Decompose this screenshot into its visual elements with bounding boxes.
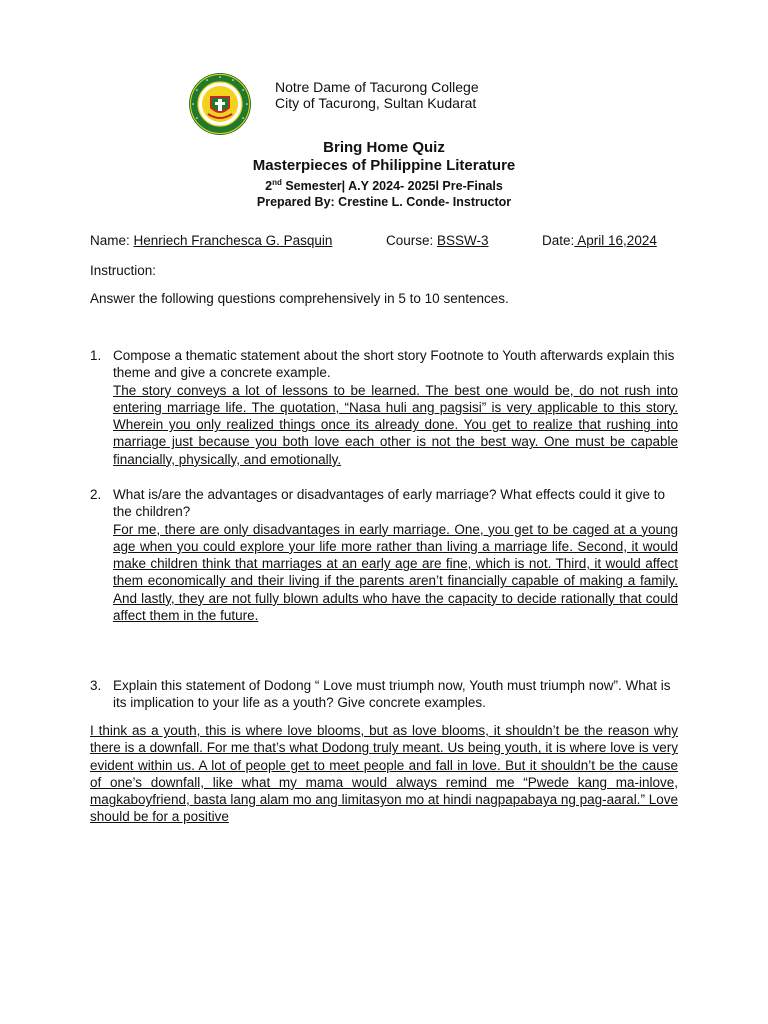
semester-suffix: nd	[272, 178, 282, 187]
quiz-title: Bring Home Quiz	[323, 139, 445, 156]
question-number: 3.	[90, 678, 102, 693]
question-3	[90, 677, 678, 712]
name-label: Name:	[90, 233, 134, 248]
school-location: City of Tacurong, Sultan Kudarat	[275, 95, 477, 111]
question-number: 1.	[90, 348, 102, 363]
prepared-by: Prepared By: Crestine L. Conde- Instructor	[256, 195, 512, 209]
question-text: Compose a thematic statement about the short story Footnote to Youth afterwards explain this theme and give a concrete example.	[113, 348, 675, 381]
quiz-titles	[0, 139, 768, 210]
school-seal-logo	[188, 72, 252, 136]
date-field	[542, 233, 657, 248]
course-label: Course:	[386, 233, 438, 248]
name-value: Henriech Franchesca G. Pasquin	[133, 233, 333, 248]
semester-text: Semester| A.Y 2024- 2025l Pre-Finals	[281, 179, 503, 193]
date-label: Date:	[542, 233, 575, 248]
course-field	[386, 233, 489, 248]
question-text: Explain this statement of Dodong “ Love must triumph now, Youth must triumph now”. What is its implication to your life as a youth? Give concrete examples.	[113, 678, 671, 711]
school-header	[275, 79, 479, 111]
semester-line	[0, 175, 768, 194]
answer-3-text: I think as a youth, this is where love blooms, but as love blooms, it shouldn’t be the reason why there is a downfall. For me that’s what Dodong truly meant. Us being youth, it is where love is very evident within us. A lot of people get to meet people and fall in love. But it shouldn’t be the cause of one’s downfall, like what my mama would always remind me “Pwede kang ma-inlove, magkaboyfriend, basta lang alam mo ang limitasyon mo at hindi nagpapabaya ng pag-aaral.” Love should be for a positive	[90, 723, 678, 825]
question-text: What is/are the advantages or disadvantages of early marriage? What effects could it give to the children?	[113, 487, 666, 520]
name-field	[90, 233, 332, 248]
question-number: 2.	[90, 487, 102, 502]
instruction-label: Instruction:	[90, 263, 157, 278]
date-value: April 16,2024	[574, 233, 657, 248]
answer-text: The story conveys a lot of lessons to be learned. The best one would be, do not rush into entering marriage life. The quotation, “Nasa huli ang pagsisi” is very applicable to this story. Wherein you only realized things once its already done. You get to realize that rushing into marriage just because you both love each other is not the best way. One must be capable financially, physically, and emotionally.	[113, 382, 678, 467]
course-value: BSSW-3	[437, 233, 489, 248]
question-2	[90, 486, 678, 624]
semester-number: 2	[265, 179, 273, 193]
school-name: Notre Dame of Tacurong College	[275, 79, 479, 95]
question-1	[90, 347, 678, 468]
instruction-text: Answer the following questions comprehensively in 5 to 10 sentences.	[90, 291, 509, 306]
answer-text: For me, there are only disadvantages in early marriage. One, you get to be caged at a young age when you could explore your life more rather than living a marriage life. Second, it would make children think that marriages at an early age are fine, which is not. Third, it would affect them economically and their living if the parents aren’t financially capable of making a family. And lastly, they are not fully blown adults who have the capacity to decide rationally that could affect them in the future.	[113, 521, 678, 624]
subject-title: Masterpieces of Philippine Literature	[252, 157, 516, 174]
